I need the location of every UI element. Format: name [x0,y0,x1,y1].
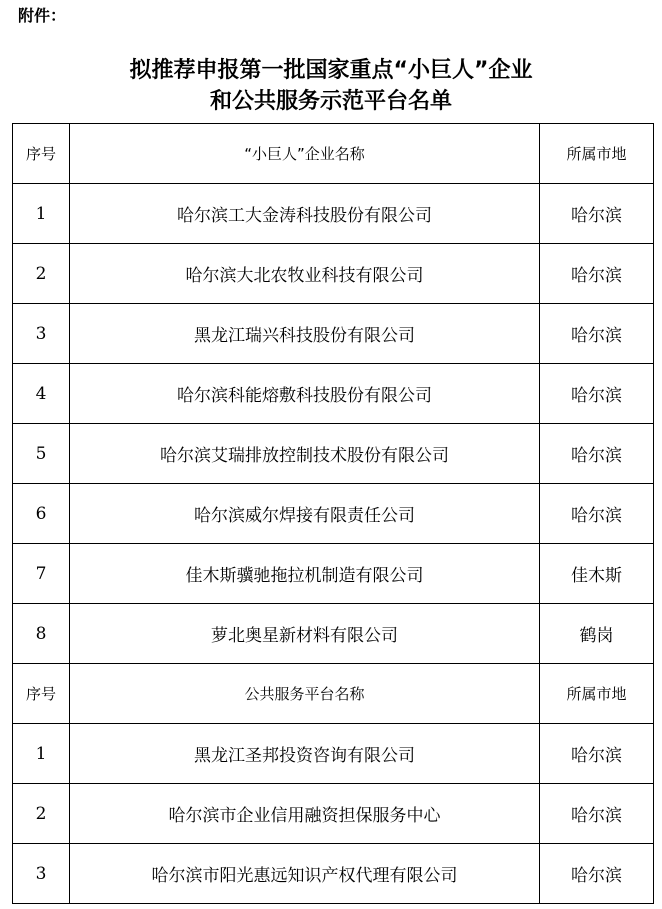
row-city: 哈尔滨 [540,844,654,904]
header-platform-name: 公共服务平台名称 [70,664,540,724]
table-row [13,424,654,484]
row-city: 佳木斯 [540,544,654,604]
recommendation-table [12,123,654,904]
row-no: 3 [13,844,70,904]
table-row [13,184,654,244]
row-city: 鹤岗 [540,604,654,664]
row-no: 2 [13,244,70,304]
row-city: 哈尔滨 [540,304,654,364]
table-row [13,484,654,544]
table-row [13,304,654,364]
row-city: 哈尔滨 [540,424,654,484]
row-name: 哈尔滨大北农牧业科技有限公司 [70,244,540,304]
row-no: 8 [13,604,70,664]
row-city: 哈尔滨 [540,244,654,304]
table-row [13,544,654,604]
header-city: 所属市地 [540,124,654,184]
table-row [13,844,654,904]
table-row [13,364,654,424]
attachment-label: 附件： [18,6,67,25]
header-no: 序号 [13,124,70,184]
row-name: 萝北奥星新材料有限公司 [70,604,540,664]
row-name: 黑龙江圣邦投资咨询有限公司 [70,724,540,784]
table-row [13,724,654,784]
table-row [13,784,654,844]
row-name: 哈尔滨市阳光惠远知识产权代理有限公司 [70,844,540,904]
row-no: 7 [13,544,70,604]
row-name: 哈尔滨科能熔敷科技股份有限公司 [70,364,540,424]
row-city: 哈尔滨 [540,484,654,544]
row-name: 哈尔滨威尔焊接有限责任公司 [70,484,540,544]
row-name: 哈尔滨艾瑞排放控制技术股份有限公司 [70,424,540,484]
document-title-line1: 拟推荐申报第一批国家重点“小巨人”企业 [129,58,533,83]
table-row [13,244,654,304]
document-title-line2: 和公共服务示范平台名单 [209,89,452,114]
row-no: 3 [13,304,70,364]
section2-header-row [13,664,654,724]
row-no: 1 [13,724,70,784]
header-no: 序号 [13,664,70,724]
row-city: 哈尔滨 [540,724,654,784]
row-city: 哈尔滨 [540,184,654,244]
row-name: 哈尔滨工大金涛科技股份有限公司 [70,184,540,244]
row-city: 哈尔滨 [540,364,654,424]
header-enterprise-name: “小巨人”企业名称 [70,124,540,184]
row-name: 黑龙江瑞兴科技股份有限公司 [70,304,540,364]
row-no: 2 [13,784,70,844]
header-city: 所属市地 [540,664,654,724]
row-city: 哈尔滨 [540,784,654,844]
row-no: 1 [13,184,70,244]
row-name: 哈尔滨市企业信用融资担保服务中心 [70,784,540,844]
row-name: 佳木斯骥驰拖拉机制造有限公司 [70,544,540,604]
row-no: 5 [13,424,70,484]
table-row [13,604,654,664]
row-no: 4 [13,364,70,424]
row-no: 6 [13,484,70,544]
section1-header-row [13,124,654,184]
